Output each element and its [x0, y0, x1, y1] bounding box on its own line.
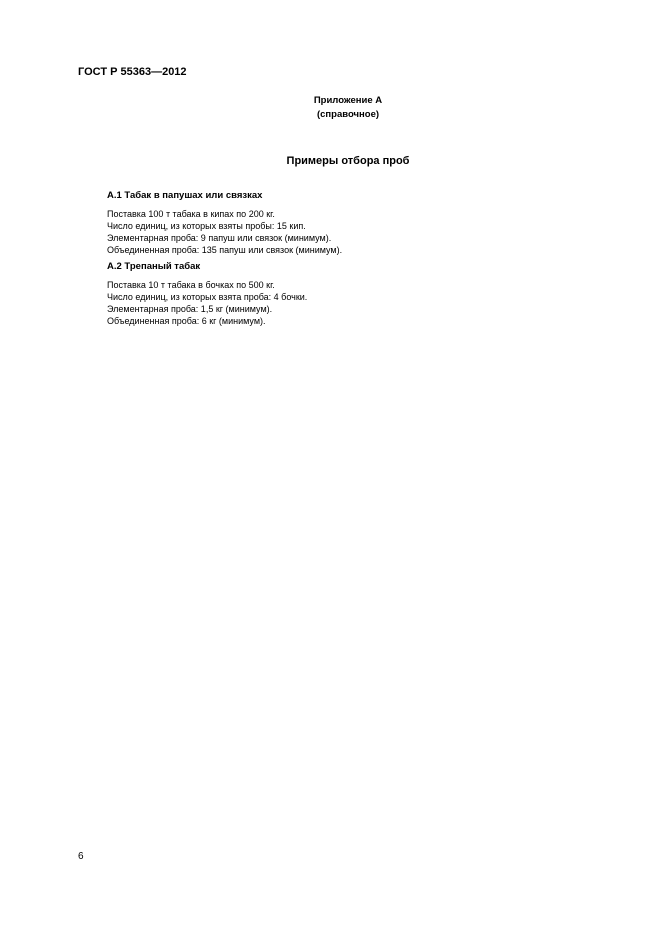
subsection-line: Число единиц, из которых взята проба: 4 бочки.: [107, 292, 308, 302]
appendix-label: [0, 94, 661, 122]
subsection-line: Объединенная проба: 135 папуш или связок (минимум).: [107, 245, 343, 255]
subsection-line: Поставка 100 т табака в кипах по 200 кг.: [107, 209, 275, 219]
subsection-line: Число единиц, из которых взяты пробы: 15 кип.: [107, 221, 306, 231]
document-code-header: ГОСТ Р 55363—2012: [78, 66, 187, 78]
subsection-line: Элементарная проба: 9 папуш или связок (минимум).: [107, 233, 332, 243]
subsection-a2: [107, 261, 587, 327]
subsection-heading: А.1 Табак в папушах или связках: [107, 190, 263, 201]
subsection-line: Объединенная проба: 6 кг (минимум).: [107, 316, 266, 326]
subsection-line: Элементарная проба: 1,5 кг (минимум).: [107, 304, 273, 314]
subsection-heading: А.2 Трепаный табак: [107, 261, 201, 272]
page-number: 6: [78, 851, 84, 862]
appendix-subtitle: (справочное): [316, 109, 380, 120]
section-title: Примеры отбора проб: [286, 155, 410, 167]
appendix-title: Приложение А: [313, 95, 383, 106]
subsection-a1: [107, 190, 587, 256]
subsection-line: Поставка 10 т табака в бочках по 500 кг.: [107, 280, 275, 290]
